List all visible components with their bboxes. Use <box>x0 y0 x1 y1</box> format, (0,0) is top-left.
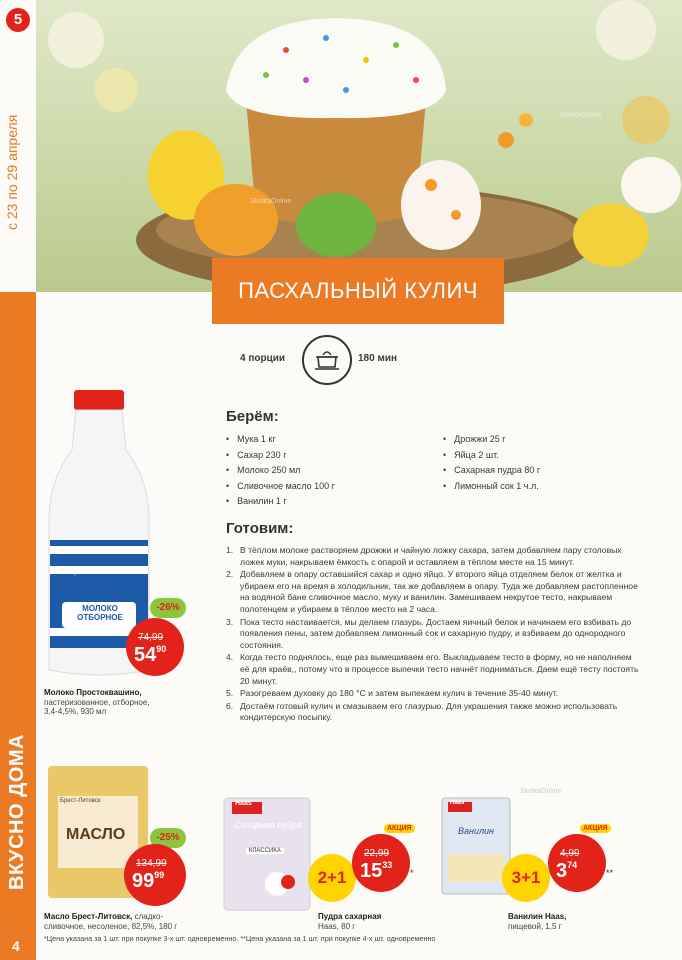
vanillin-promo-badge: 3+1 <box>502 854 550 902</box>
cooking-time: 180 мин <box>358 353 398 364</box>
sugar-description <box>318 912 418 931</box>
steps-list <box>226 545 641 725</box>
date-range: с 23 по 29 апреля <box>4 114 20 230</box>
milk-label-brand: Простоквашино <box>70 570 114 576</box>
section-title: ВКУСНО ДОМА <box>6 734 28 890</box>
butter-label-big: МАСЛО <box>66 826 126 843</box>
milk-old-price: 74,99 <box>138 632 164 643</box>
footnote: *Цена указана за 1 шт. при покупке 3-х шт. одновременно. **Цена указана за 1 шт. при покупке 4-х шт. одновременно <box>44 934 436 943</box>
butter-label-brand: Брест-Литовск <box>60 798 101 804</box>
ingredient-item: • Ванилин 1 г <box>226 494 335 510</box>
sugar-new-price <box>360 860 392 883</box>
sugar-price-rub: 15 <box>360 860 383 882</box>
step-number: 6. <box>226 700 234 711</box>
ingredient-item: • Молоко 250 мл <box>226 463 335 479</box>
sugar-footnote-mark: * <box>410 868 414 878</box>
butter-price-kop: 99 <box>154 870 165 880</box>
butter-discount-badge: -25% <box>150 828 186 848</box>
watermark: SkidkaOnline <box>520 788 562 795</box>
butter-new-price <box>132 870 164 893</box>
ingredient-item: • Лимонный сок 1 ч.л. <box>443 479 540 495</box>
page-number: 4 <box>12 938 20 954</box>
step-text: Добавляем в опару оставшийся сахар и одно яйцо. У второго яйца отделяем белок от желтка и убираем его на время в холодильник, так же добавляем в опару. Туда же добавляем растопленное на водяной бане сливочное масло, муку и ванилин. Замешиваем некрутое тесто, накрываем полотенцем и убираем в тёплое место на 2 часа. <box>240 569 638 614</box>
hero-image <box>36 0 682 292</box>
steps-heading: Готовим: <box>226 520 294 537</box>
ingredients-list-2 <box>443 432 540 494</box>
step-number: 2. <box>226 569 234 580</box>
ingredient-item: • Сахарная пудра 80 г <box>443 463 540 479</box>
sugar-name: Пудра сахарная <box>318 912 382 921</box>
ingredient-item: • Сахар 230 г <box>226 448 335 464</box>
ingredients-list-1 <box>226 432 335 510</box>
step-text: Пока тесто настаивается, мы делаем глазурь. Достаем яичный белок и начинаем его взбивать до появления пены, затем добавляем лимонный сок и сахарную пудру, и взбиваем до однородного состояния. <box>240 616 632 650</box>
sugar-label-brand: Haas <box>235 800 252 807</box>
butter-price-rub: 99 <box>132 870 155 892</box>
sugar-desc: Haas, 80 г <box>318 921 356 931</box>
vanillin-desc: пищевой, 1,5 г <box>508 921 562 931</box>
recipe-title: ПАСХАЛЬНЫЙ КУЛИЧ <box>212 258 504 324</box>
step-number: 4. <box>226 652 234 663</box>
step-item <box>226 688 641 700</box>
milk-label-big: МОЛОКО ОТБОРНОЕ <box>77 604 123 622</box>
vanillin-price-kop: 74 <box>567 860 578 870</box>
vanillin-new-price <box>556 860 577 883</box>
sugar-price <box>352 834 410 892</box>
ingredient-item: • Мука 1 кг <box>226 432 335 448</box>
step-item <box>226 701 641 724</box>
servings: 4 порции <box>240 353 286 364</box>
step-number: 5. <box>226 688 234 699</box>
ingredient-item: • Дрожжи 25 г <box>443 432 540 448</box>
step-item <box>226 617 641 652</box>
store-logo: 5 <box>6 8 30 32</box>
step-item <box>226 569 641 615</box>
sugar-akcia-badge: АКЦИЯ <box>384 824 415 833</box>
milk-desc: пастеризованное, отборное, 3,4-4,5%, 930 мл <box>44 697 150 716</box>
butter-description <box>44 912 184 931</box>
ingredient-item: • Яйца 2 шт. <box>443 448 540 464</box>
watermark: SkidkaOnline <box>250 198 292 205</box>
vanillin-akcia-badge: АКЦИЯ <box>580 824 611 833</box>
vanillin-label-brand: Haas <box>450 800 465 806</box>
recipe-meta <box>240 335 440 385</box>
sugar-promo-badge: 2+1 <box>308 854 356 902</box>
step-number: 1. <box>226 545 234 555</box>
sugar-label-sub: КЛАССИКА <box>246 848 284 854</box>
ingredients-heading: Берём: <box>226 408 279 425</box>
butter-old-price: 134,99 <box>136 858 167 869</box>
butter-desc: сладко-сливочное, несоленое, 82,5%, 180 г <box>44 912 178 931</box>
butter-name: Масло Брест-Литовск, <box>44 912 133 921</box>
milk-name: Молоко Простоквашино, <box>44 688 142 697</box>
ingredient-item: • Сливочное масло 100 г <box>226 479 335 495</box>
step-number: 3. <box>226 616 234 627</box>
sugar-product-image <box>222 796 312 912</box>
milk-discount-badge: -26% <box>150 598 186 618</box>
step-text: Когда тесто поднялось, еще раз вымешиваем его. Выкладываем тесто в форму, но не наполняем её для краёв,, потому что в процессе выпечки тесто начнёт подниматься. Даем ещё тесту постоять 20 минут. <box>240 652 639 686</box>
step-item <box>226 545 641 568</box>
watermark: SkidkaOnline <box>560 112 602 119</box>
vanillin-name: Ванилин Haas, <box>508 912 567 921</box>
step-text: В тёплом молоке растворяем дрожжи и чайную ложку сахара, затем добавляем пару столовых ложек муки, накрываем ёмкость с опарой и оставляем в тёплом месте на 15 минут. <box>240 545 622 567</box>
milk-description <box>44 688 164 717</box>
vanillin-description <box>508 912 598 931</box>
vanillin-product-image <box>440 796 512 896</box>
milk-price-rub: 54 <box>134 644 157 666</box>
cooking-pot-icon <box>302 335 352 385</box>
vanillin-footnote-mark: ** <box>606 868 614 878</box>
vanillin-old-price: 4,99 <box>560 848 580 859</box>
sugar-label-big: Сахарная пудра <box>234 820 302 830</box>
vanillin-label-big: Ванилин <box>458 826 494 836</box>
vanillin-price-rub: 3 <box>556 860 568 882</box>
milk-price <box>126 618 184 676</box>
milk-price-kop: 90 <box>156 644 167 654</box>
sugar-price-kop: 33 <box>382 860 393 870</box>
step-text: Разогреваем духовку до 180 °С и затем выпекаем кулич в течение 35-40 минут. <box>240 688 559 699</box>
butter-price <box>124 844 186 906</box>
step-text: Достаём готовый кулич и смазываем его глазурью. Для украшения также можно использовать кондитерскую посыпку. <box>240 700 618 723</box>
vanillin-price <box>548 834 606 892</box>
sugar-old-price: 22,99 <box>364 848 390 859</box>
milk-new-price <box>134 644 166 667</box>
step-item <box>226 652 641 687</box>
